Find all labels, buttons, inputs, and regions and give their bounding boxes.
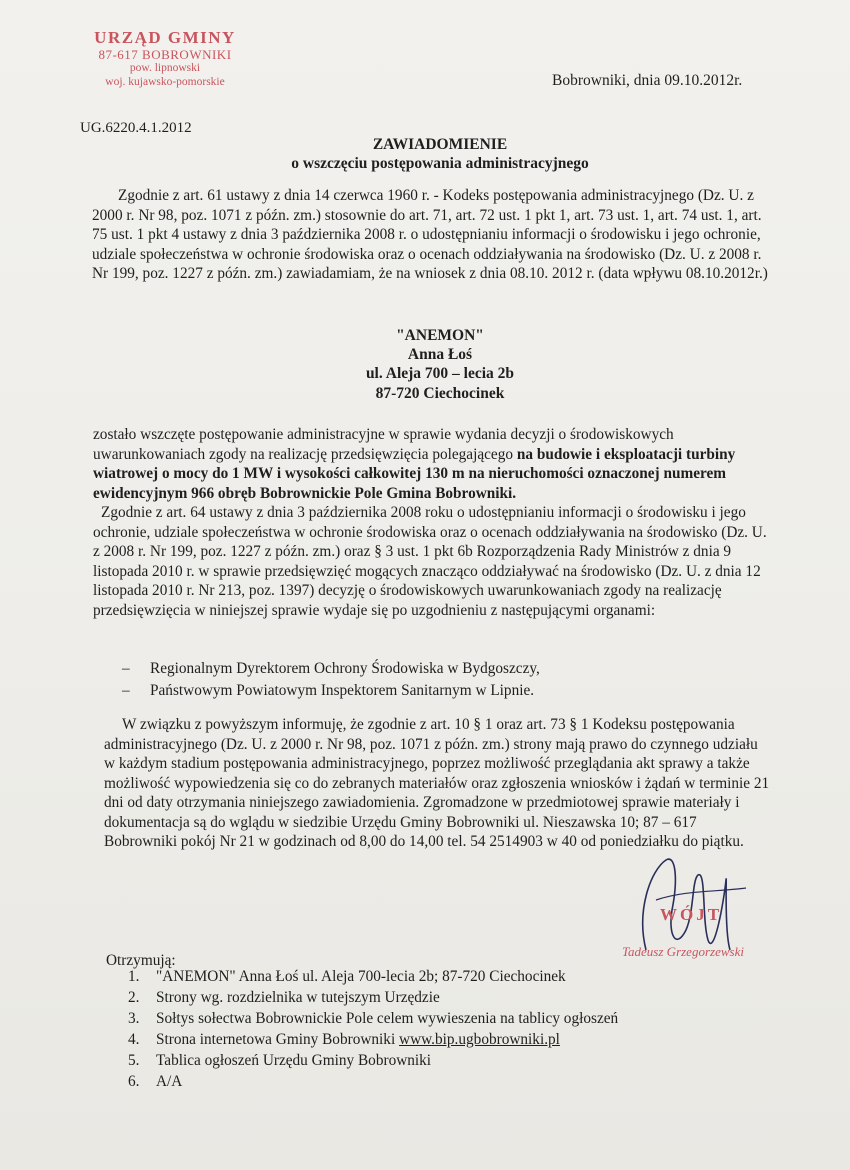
stamp-line-4: woj. kujawsko-pomorskie xyxy=(105,75,225,88)
document-title: ZAWIADOMIENIE xyxy=(372,136,508,153)
list-item xyxy=(128,1029,618,1050)
list-item: – Regionalnym Dyrektorem Ochrony Środowiska w Bydgoszczy, xyxy=(122,660,540,677)
item-number: 4. xyxy=(128,1031,140,1048)
stamp-line-2: 87-617 BOBROWNIKI xyxy=(98,46,232,62)
list-item: – Państwowym Powiatowym Inspektorem Sanitarnym w Lipnie. xyxy=(122,682,535,699)
applicant-city: 87-720 Ciechocinek xyxy=(375,385,505,402)
item-number: 5. xyxy=(128,1052,140,1069)
recipients-heading: Otrzymują: xyxy=(106,952,176,969)
applicant-name: "ANEMON" xyxy=(396,327,484,344)
recipients-list xyxy=(128,966,618,1092)
list-item xyxy=(128,1008,618,1029)
stamp-line-1: URZĄD GMINY xyxy=(94,28,236,47)
paragraph-rights: W związku z powyższym informuję, że zgodnie z art. 10 § 1 oraz art. 73 § 1 Kodeksu postępowania administracyjnego (Dz. U. z 2000 r. Nr 98, poz. 1071 z późn. zm.) strony mają prawo do czynnego udziału w każdym stadium postępowania administracyjnego, poprzez możliwość przeglądania akt sprawy a także możliwość wypowiedzenia się co do zebranych materiałów oraz zgłoszenia wniosków i żądań w terminie 21 dni od daty otrzymania niniejszego zawiadomienia. Zgromadzone w przedmiotowej sprawie materiały i dokumentacja są do wglądu w siedzibie Urzędu Gminy Bobrowniki ul. Nieszawska 10; 87 – 617 Bobrowniki pokój Nr 21 w godzinach od 8,00 do 14,00 tel. 54 2514903 w 40 od poniedziałku do piątku. xyxy=(104,716,770,850)
item-number: 6. xyxy=(128,1073,140,1090)
applicant-person: Anna Łoś xyxy=(407,346,473,363)
item-number: 2. xyxy=(128,989,140,1006)
paragraph-agreement: Zgodnie z art. 64 ustawy z dnia 3 października 2008 roku o udostępnianiu informacji o środowisku i jego ochronie, udziale społeczeństwa w ochronie środowiska oraz o ocenach oddziaływania na środowisko (Dz. U. z 2008 r. Nr 199, poz. 1227 z późn. zm.) oraz § 3 ust. 1 pkt 6b Rozporządzenia Rady Ministrów z dnia 9 listopada 2010 r. w sprawie przedsięwzięć mogących znacząco oddziaływać na środowisko (Dz. U. z dnia 12 listopada 2010 r. Nr 213, poz. 1397) decyzję o środowiskowych uwarunkowaniach zgody na realizację przedsięwzięcia w niniejszej sprawie wydaje się po uzgodnieniu z następującymi organami: xyxy=(93,504,767,619)
office-stamp xyxy=(75,28,255,89)
item-text: Sołtys sołectwa Bobrownickie Pole celem wywieszenia na tablicy ogłoszeń xyxy=(156,1010,619,1027)
list-item xyxy=(128,1071,618,1092)
list-item xyxy=(128,1050,618,1071)
list-item xyxy=(128,987,618,1008)
bip-link[interactable]: www.bip.ugbobrowniki.pl xyxy=(399,1031,560,1048)
organs-list xyxy=(122,658,540,702)
reference-number: UG.6220.4.1.2012 xyxy=(80,120,192,136)
item-number: 3. xyxy=(128,1010,140,1027)
stamp-line-3: pow. lipnowski xyxy=(129,62,201,75)
signature-title: WÓJT xyxy=(660,905,723,924)
document-subtitle: o wszczęciu postępowania administracyjnego xyxy=(291,155,589,172)
paragraph-proceedings xyxy=(93,425,773,503)
signature-name: Tadeusz Grzegorzewski xyxy=(622,944,744,959)
item-text: Strony wg. rozdzielnika w tutejszym Urzędzie xyxy=(156,989,440,1006)
paragraph-proceedings-bold: na budowie i eksploatacji turbiny wiatrowej o mocy do 1 MW i wysokości całkowitej 130 m na nieruchomości oznaczonej numerem ewidencyjnym 966 obręb Bobrownickie Pole Gmina Bobrowniki. xyxy=(93,445,736,502)
paragraph-legal-basis: Zgodnie z art. 61 ustawy z dnia 14 czerwca 1960 r. - Kodeks postępowania administracyjnego (Dz. U. z 2000 r. Nr 98, poz. 1071 z późn. zm.) stosownie do art. 71, art. 72 ust. 1 pkt 1, art. 73 ust. 1, art. 74 ust. 1, art. 75 ust. 1 pkt 4 ustawy z dnia 3 października 2008 r. o udostępnianiu informacji o środowisku i jego ochronie, udziale społeczeństwa w ochronie środowiska oraz o ocenach oddziaływania na środowisko (Dz. U. z 2008 r. Nr 199, poz. 1227 z późn. zm.) zawiadamiam, że na wniosek z dnia 08.10. 2012 r. (data wpływu 08.10.2012r.) xyxy=(92,187,768,282)
place-date: Bobrowniki, dnia 09.10.2012r. xyxy=(552,72,743,89)
item-text: Tablica ogłoszeń Urzędu Gminy Bobrowniki xyxy=(156,1052,432,1069)
organ-label: Regionalnym Dyrektorem Ochrony Środowiska w Bydgoszczy, xyxy=(150,660,540,677)
item-text: "ANEMON" Anna Łoś ul. Aleja 700-lecia 2b; 87-720 Ciechocinek xyxy=(156,968,566,985)
item-text: A/A xyxy=(156,1073,183,1090)
list-item xyxy=(128,966,618,987)
item-text: Strona internetowa Gminy Bobrowniki xyxy=(156,1031,400,1048)
paragraph-proceedings-plain: zostało wszczęte postępowanie administracyjne w sprawie wydania decyzji o środowiskowych uwarunkowaniach zgody na realizację przedsięwzięcia polegającego xyxy=(93,426,674,463)
organ-label: Państwowym Powiatowym Inspektorem Sanitarnym w Lipnie. xyxy=(150,682,535,699)
applicant-street: ul. Aleja 700 – lecia 2b xyxy=(365,365,515,382)
item-number: 1. xyxy=(128,968,140,985)
